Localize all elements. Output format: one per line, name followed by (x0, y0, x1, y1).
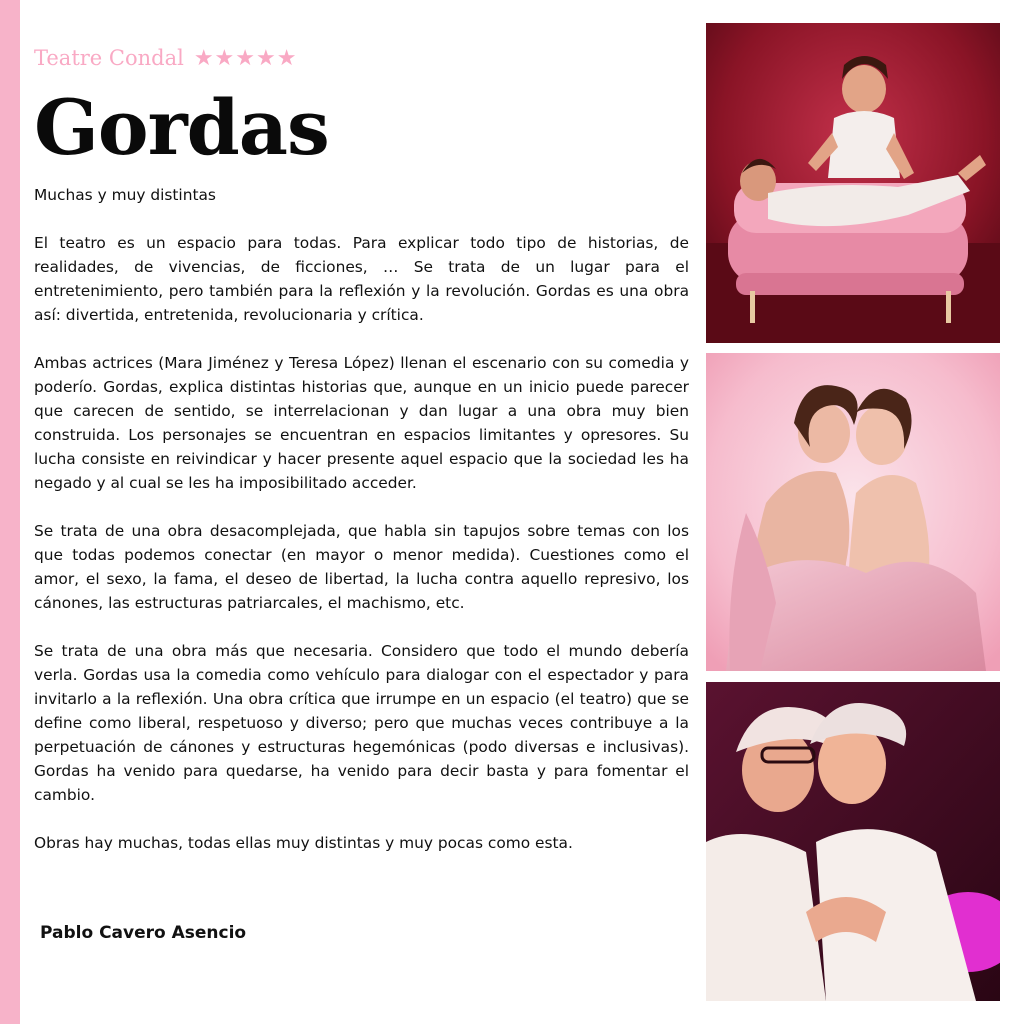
photo-stage-caps (706, 682, 1000, 1001)
venue-name: Teatre Condal (34, 46, 184, 70)
star-rating: ★★★★★ (193, 45, 298, 71)
article-paragraph-5: Obras hay muchas, todas ellas muy distintas y muy pocas como esta. (34, 834, 573, 852)
article-paragraph-1: El teatro es un espacio para todas. Para explicar todo tipo de historias, de realidades, de vivencias, de ficciones, … Se trata de un lugar para el entretenimiento, pero también para la reflexión y la revolución. Gordas es una obra así: divertida, entretenida, revolucionaria y crítica. (34, 234, 689, 324)
review-header (34, 44, 297, 72)
left-accent-stripe (0, 0, 20, 1024)
author-signature: Pablo Cavero Asencio (40, 923, 247, 943)
article-paragraph-4: Se trata de una obra más que necesaria. Considero que todo el mundo debería verla. Gordas usa la comedia como vehículo para dialogar con el espectador y para invitarlo a la reflexión. Una obra crítica que irrumpe en un espacio (el teatro) que se define como liberal, respetuoso y diverso; pero que muchas veces contribuye a la perpetuación de cánones y estructuras hegemónicas (podo diversas e inclusivas). Gordas ha venido para quedarse, ha venido para decir basta y para fomentar el cambio. (34, 642, 689, 804)
photo-sofa-scene (706, 23, 1000, 343)
article-paragraph-3: Se trata de una obra desacomplejada, que habla sin tapujos sobre temas con los que todas podemos conectar (en mayor o menor medida). Cuestiones como el amor, el sexo, la fama, el deseo de libertad, la lucha contra aquello represivo, los cánones, las estructuras patriarcales, el machismo, etc. (34, 522, 689, 612)
article-paragraph-2: Ambas actrices (Mara Jiménez y Teresa López) llenan el escenario con su comedia y poderío. Gordas, explica distintas historias que, aunque en un inicio puede parecer que carecen de sentido, se interrelacionan y dan lugar a una obra muy bien construida. Los personajes se encuentran en espacios limitantes y opresores. Su lucha consiste en reivindicar y hacer presente aquel espacio que la sociedad les ha negado y al cual se les ha imposibilitado acceder. (34, 354, 689, 492)
page-title: Gordas (34, 83, 329, 172)
photo-satin-portrait (706, 353, 1000, 671)
review-article (34, 183, 689, 879)
article-subtitle: Muchas y muy distintas (34, 186, 216, 204)
